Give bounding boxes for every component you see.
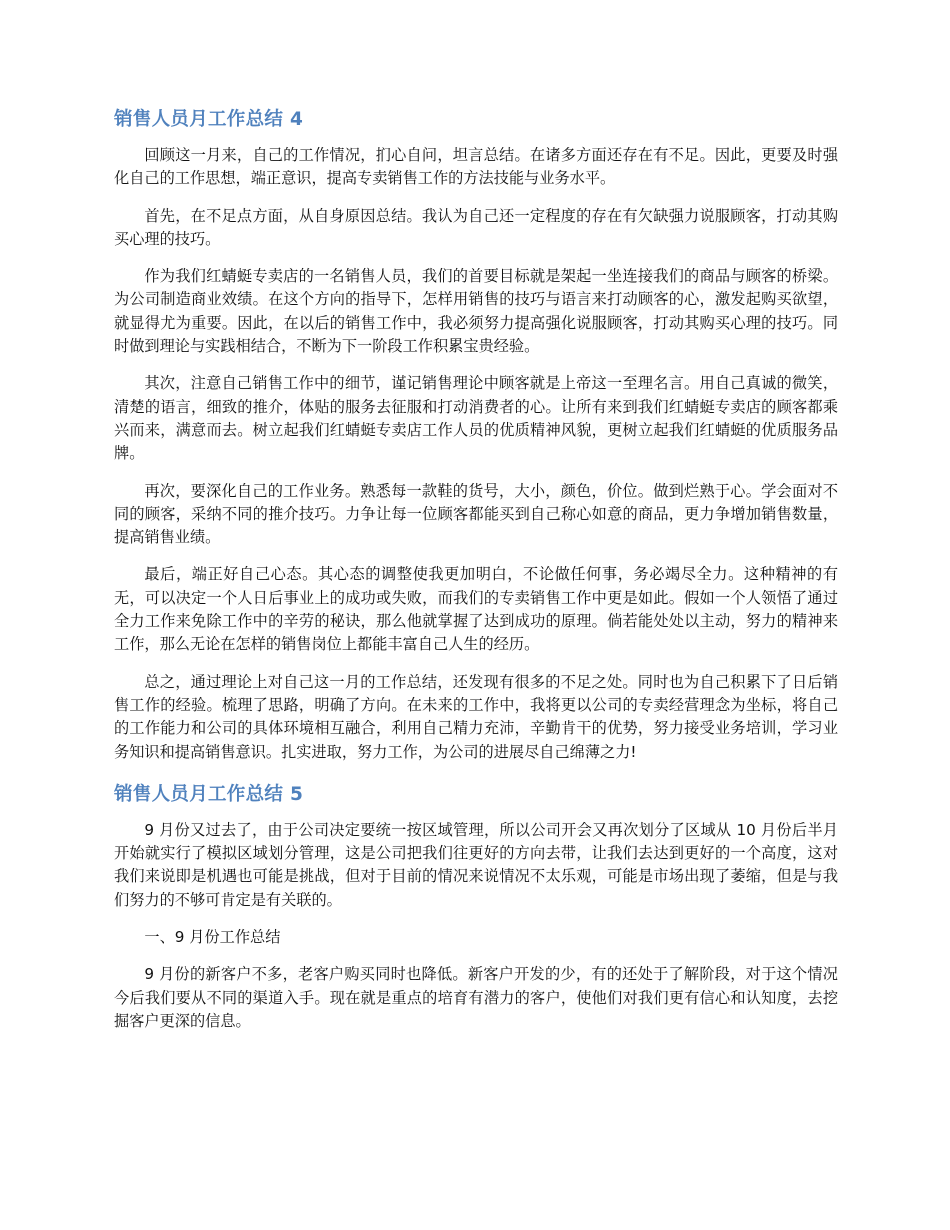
subheading-paragraph: 一、9 月份工作总结 xyxy=(144,928,281,947)
paragraph: 9 月份又过去了，由于公司决定要统一按区域管理，所以公司开会又再次划分了区域从 10 月份后半月开始就实行了模拟区域划分管理，这是公司把我们往更好的方向去带，让我们去达到更好的一个高度，这对我们来说即是机遇也可能是挑战，但对于目前的情况来说情况不太乐观，可能是市场出现了萎缩，但是与我们努力的不够可肯定是有关联的。 xyxy=(114,820,838,909)
paragraph: 作为我们红蜻蜓专卖店的一名销售人员，我们的首要目标就是架起一坐连接我们的商品与顾客的桥梁。为公司制造商业效绩。在这个方向的指导下，怎样用销售的技巧与语言来打动顾客的心，激发起购买欲望，就显得尤为重要。因此，在以后的销售工作中，我必须努力提高强化说服顾客，打动其购买心理的技巧。同时做到理论与实践相结合，不断为下一阶段工作积累宝贵经验。 xyxy=(114,267,838,356)
paragraph: 最后，端正好自己心态。其心态的调整使我更加明白，不论做任何事，务必竭尽全力。这种精神的有无，可以决定一个人日后事业上的成功或失败，而我们的专卖销售工作中更是如此。假如一个人领悟了通过全力工作来免除工作中的辛劳的秘诀，那么他就掌握了达到成功的原理。倘若能处处以主动，努力的精神来工作，那么无论在怎样的销售岗位上都能丰富自己人生的经历。 xyxy=(114,565,838,654)
paragraph: 首先，在不足点方面，从自身原因总结。我认为自己还一定程度的存在有欠缺强力说服顾客，打动其购买心理的技巧。 xyxy=(114,206,838,248)
paragraph: 9 月份的新客户不多，老客户购买同时也降低。新客户开发的少，有的还处于了解阶段，对于这个情况今后我们要从不同的渠道入手。现在就是重点的培育有潜力的客户，使他们对我们更有信心和认知度，去挖掘客户更深的信息。 xyxy=(114,965,838,1030)
paragraph: 总之，通过理论上对自己这一月的工作总结，还发现有很多的不足之处。同时也为自己积累下了日后销售工作的经验。梳理了思路，明确了方向。在未来的工作中，我将更以公司的专卖经营理念为坐标，将自己的工作能力和公司的具体环境相互融合，利用自己精力充沛，辛勤肯干的优势，努力接受业务培训，学习业务知识和提高销售意识。扎实进取，努力工作，为公司的进展尽自己绵薄之力! xyxy=(114,672,838,761)
section-title-4: 销售人员月工作总结 4 xyxy=(114,109,304,130)
paragraph: 再次，要深化自己的工作业务。熟悉每一款鞋的货号，大小，颜色，价位。做到烂熟于心。学会面对不同的顾客，采纳不同的推介技巧。力争让每一位顾客都能买到自己称心如意的商品，更力争增加销售数量，提高销售业绩。 xyxy=(114,481,838,547)
paragraph: 其次，注意自己销售工作中的细节，谨记销售理论中顾客就是上帝这一至理名言。用自己真诚的微笑，清楚的语言，细致的推介，体贴的服务去征服和打动消费者的心。让所有来到我们红蜻蜓专卖店的顾客都乘兴而来，满意而去。树立起我们红蜻蜓专卖店工作人员的优质精神风貌，更树立起我们红蜻蜓的优质服务品牌。 xyxy=(114,374,838,463)
section-title-5: 销售人员月工作总结 5 xyxy=(114,783,304,805)
document-page xyxy=(114,108,838,1047)
paragraph: 回顾这一月来，自己的工作情况，扪心自问，坦言总结。在诸多方面还存在有不足。因此，更要及时强化自己的工作思想，端正意识，提高专卖销售工作的方法技能与业务水平。 xyxy=(114,146,838,188)
